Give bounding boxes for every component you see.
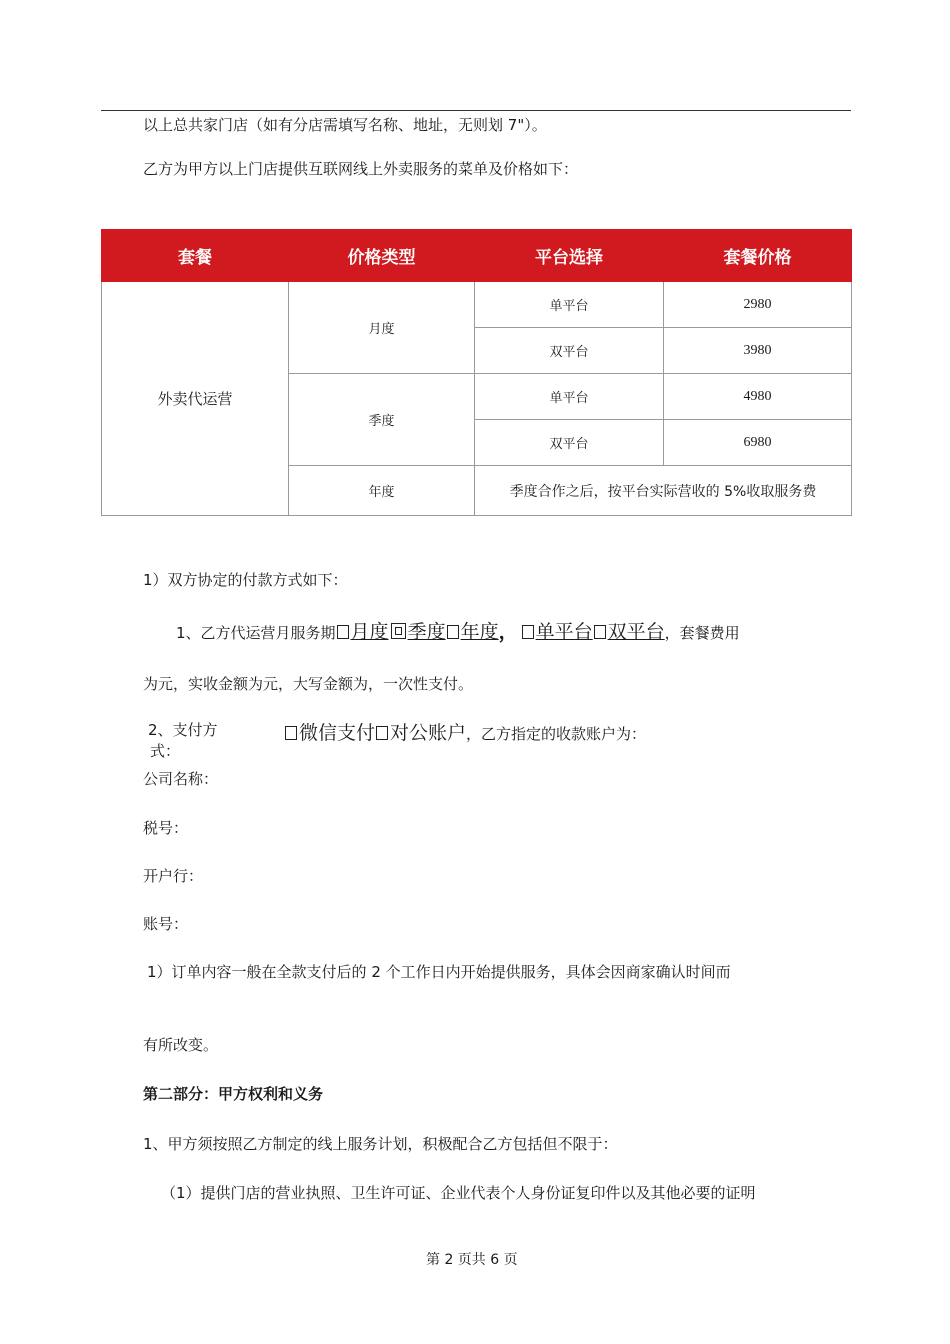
comma: ，	[498, 621, 518, 643]
payment-heading: 1）双方协定的付款方式如下：	[143, 571, 348, 589]
cell-quarterly-single-price: 4980	[664, 374, 852, 420]
cell-quarterly-single: 单平台	[475, 374, 664, 420]
payment-item-2-label-b: 式：	[150, 742, 181, 760]
option-monthly: 月度	[350, 621, 389, 643]
intro-line-1: 以上总共家门店（如有分店需填写名称、地址，无则划 7"）。	[143, 116, 547, 134]
account-number-label: 账号：	[143, 915, 189, 933]
checkbox-quarterly-checked[interactable]	[391, 623, 406, 639]
price-table	[101, 229, 852, 516]
header-package-price: 套餐价格	[664, 230, 852, 282]
cell-yearly-note: 季度合作之后，按平台实际营收的 5%收取服务费	[475, 466, 852, 516]
option-quarterly: 季度	[407, 621, 446, 643]
option-single-platform: 单平台	[535, 621, 593, 643]
cell-monthly-single-price: 2980	[664, 282, 852, 328]
cell-monthly-dual-price: 3980	[664, 328, 852, 374]
table-row	[102, 282, 852, 328]
payment-item-1	[176, 617, 740, 644]
company-name-label: 公司名称：	[143, 770, 219, 788]
option-wechat-pay: 微信支付	[299, 722, 376, 744]
option-corporate-account: 对公账户	[390, 722, 467, 744]
checkbox-single-platform[interactable]	[522, 625, 534, 639]
payment-item-1-prefix: 1、乙方代运营月服务期	[176, 624, 336, 642]
cell-monthly: 月度	[289, 282, 475, 374]
cell-yearly: 年度	[289, 466, 475, 516]
header-rule	[101, 110, 851, 111]
part-2-sub-1: （1）提供门店的营业执照、卫生许可证、企业代表个人身份证复印件以及其他必要的证明	[161, 1184, 756, 1202]
tax-number-label: 税号：	[143, 819, 189, 837]
cell-monthly-dual: 双平台	[475, 328, 664, 374]
cell-quarterly: 季度	[289, 374, 475, 466]
checkbox-wechat-pay[interactable]	[285, 726, 297, 740]
part-2-title: 第二部分：甲方权利和义务	[143, 1085, 324, 1103]
payment-item-2-label-a: 2、支付方	[148, 721, 218, 739]
cell-monthly-single: 单平台	[475, 282, 664, 328]
payment-item-1-suffix: ，套餐费用	[664, 624, 740, 642]
checkbox-yearly[interactable]	[447, 625, 459, 639]
checkbox-corporate-account[interactable]	[376, 726, 388, 740]
price-table-header-row	[102, 230, 852, 282]
checkbox-dual-platform[interactable]	[594, 625, 606, 639]
payment-item-1-continuation: 为元，实收金额为元，大写金额为，一次性支付。	[143, 675, 474, 693]
payment-item-2-options	[284, 718, 646, 745]
cell-package-name: 外卖代运营	[102, 282, 289, 516]
checkbox-monthly[interactable]	[337, 625, 349, 639]
header-package: 套餐	[102, 230, 289, 282]
cell-quarterly-dual-price: 6980	[664, 420, 852, 466]
order-line-1: 1）订单内容一般在全款支付后的 2 个工作日内开始提供服务，具体会因商家确认时间而	[147, 963, 731, 981]
order-line-2: 有所改变。	[143, 1036, 219, 1054]
payment-item-2-suffix: ，乙方指定的收款账户为：	[466, 725, 647, 743]
header-price-type: 价格类型	[289, 230, 475, 282]
bank-label: 开户行：	[143, 867, 204, 885]
page-footer: 第 2 页共 6 页	[426, 1252, 518, 1268]
cell-quarterly-dual: 双平台	[475, 420, 664, 466]
part-2-item-1: 1、甲方须按照乙方制定的线上服务计划，积极配合乙方包括但不限于：	[143, 1135, 618, 1153]
intro-line-2: 乙方为甲方以上门店提供互联网线上外卖服务的菜单及价格如下：	[143, 160, 579, 178]
header-platform: 平台选择	[475, 230, 664, 282]
option-yearly: 年度	[460, 621, 499, 643]
option-dual-platform: 双平台	[607, 621, 665, 643]
